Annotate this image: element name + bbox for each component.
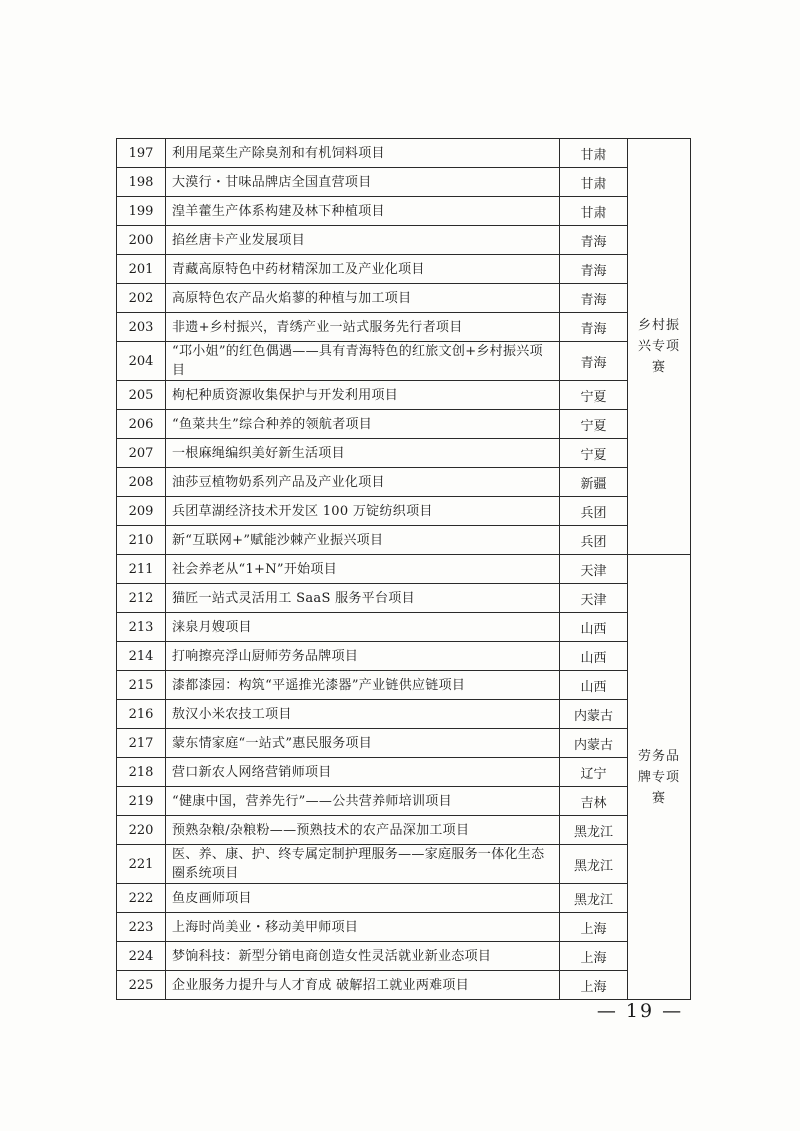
province: 内蒙古 <box>560 729 628 758</box>
table-row <box>117 381 691 410</box>
project-name: 青藏高原特色中药材精深加工及产业化项目 <box>166 255 560 284</box>
project-name: 猫匠一站式灵活用工 SaaS 服务平台项目 <box>166 584 560 613</box>
province: 天津 <box>560 555 628 584</box>
province: 兵团 <box>560 526 628 555</box>
row-number: 201 <box>117 255 166 284</box>
row-number: 225 <box>117 971 166 1000</box>
table-row <box>117 845 691 884</box>
project-name: 大漠行・甘味品牌店全国直营项目 <box>166 168 560 197</box>
province: 上海 <box>560 971 628 1000</box>
project-name: 企业服务力提升与人才育成 破解招工就业两难项目 <box>166 971 560 1000</box>
table-row <box>117 197 691 226</box>
row-number: 217 <box>117 729 166 758</box>
province: 甘肃 <box>560 168 628 197</box>
project-name: 枸杞种质资源收集保护与开发利用项目 <box>166 381 560 410</box>
row-number: 199 <box>117 197 166 226</box>
row-number: 207 <box>117 439 166 468</box>
project-name: 预熟杂粮/杂粮粉——预熟技术的农产品深加工项目 <box>166 816 560 845</box>
project-name: 一根麻绳编织美好新生活项目 <box>166 439 560 468</box>
province: 宁夏 <box>560 381 628 410</box>
project-name: 漆都漆园：构筑“平遥推光漆器”产业链供应链项目 <box>166 671 560 700</box>
project-name: 非遗+乡村振兴，青绣产业一站式服务先行者项目 <box>166 313 560 342</box>
table-row <box>117 555 691 584</box>
row-number: 204 <box>117 342 166 381</box>
province: 青海 <box>560 284 628 313</box>
project-table <box>116 138 691 1000</box>
project-name: “邛小姐”的红色偶遇——具有青海特色的红旅文创+乡村振兴项目 <box>166 342 560 381</box>
table-row <box>117 313 691 342</box>
project-name: 蒙东情家庭“一站式”惠民服务项目 <box>166 729 560 758</box>
row-number: 212 <box>117 584 166 613</box>
province: 内蒙古 <box>560 700 628 729</box>
project-name: 敖汉小米农技工项目 <box>166 700 560 729</box>
province: 青海 <box>560 342 628 381</box>
province: 宁夏 <box>560 439 628 468</box>
table-row <box>117 884 691 913</box>
project-name: 高原特色农产品火焰蓼的种植与加工项目 <box>166 284 560 313</box>
province: 宁夏 <box>560 410 628 439</box>
row-number: 211 <box>117 555 166 584</box>
project-name: 鱼皮画师项目 <box>166 884 560 913</box>
province: 山西 <box>560 613 628 642</box>
project-name: 社会养老从“1+N”开始项目 <box>166 555 560 584</box>
table-row <box>117 497 691 526</box>
table-row <box>117 700 691 729</box>
row-number: 206 <box>117 410 166 439</box>
province: 上海 <box>560 913 628 942</box>
table-row <box>117 942 691 971</box>
category-label: 劳务品牌专项赛 <box>628 555 691 1000</box>
row-number: 219 <box>117 787 166 816</box>
project-name: 上海时尚美业・移动美甲师项目 <box>166 913 560 942</box>
project-name: 掐丝唐卡产业发展项目 <box>166 226 560 255</box>
province: 黑龙江 <box>560 845 628 884</box>
table-row <box>117 971 691 1000</box>
table-row <box>117 526 691 555</box>
table-row <box>117 226 691 255</box>
province: 山西 <box>560 671 628 700</box>
province: 青海 <box>560 255 628 284</box>
project-name: 利用尾菜生产除臭剂和有机饲料项目 <box>166 139 560 168</box>
row-number: 200 <box>117 226 166 255</box>
province: 黑龙江 <box>560 884 628 913</box>
project-name: “健康中国，营养先行”——公共营养师培训项目 <box>166 787 560 816</box>
project-table-body <box>117 139 691 1000</box>
table-row <box>117 787 691 816</box>
table-row <box>117 584 691 613</box>
page-number: — 19 — <box>596 1000 684 1022</box>
province: 兵团 <box>560 497 628 526</box>
table-row <box>117 284 691 313</box>
table-row <box>117 758 691 787</box>
table-row <box>117 139 691 168</box>
project-name: 兵团草湖经济技术开发区 100 万锭纺织项目 <box>166 497 560 526</box>
row-number: 198 <box>117 168 166 197</box>
row-number: 220 <box>117 816 166 845</box>
province: 青海 <box>560 226 628 255</box>
table-row <box>117 729 691 758</box>
project-name: 梦饷科技：新型分销电商创造女性灵活就业新业态项目 <box>166 942 560 971</box>
table-row <box>117 168 691 197</box>
province: 甘肃 <box>560 197 628 226</box>
table-row <box>117 468 691 497</box>
province: 新疆 <box>560 468 628 497</box>
row-number: 209 <box>117 497 166 526</box>
row-number: 222 <box>117 884 166 913</box>
row-number: 205 <box>117 381 166 410</box>
province: 青海 <box>560 313 628 342</box>
row-number: 215 <box>117 671 166 700</box>
project-name: 医、养、康、护、终专属定制护理服务——家庭服务一体化生态圈系统项目 <box>166 845 560 884</box>
row-number: 221 <box>117 845 166 884</box>
table-row <box>117 816 691 845</box>
project-name: 打响擦亮浮山厨师劳务品牌项目 <box>166 642 560 671</box>
province: 甘肃 <box>560 139 628 168</box>
table-row <box>117 255 691 284</box>
table-row <box>117 913 691 942</box>
row-number: 216 <box>117 700 166 729</box>
province: 上海 <box>560 942 628 971</box>
row-number: 210 <box>117 526 166 555</box>
row-number: 214 <box>117 642 166 671</box>
table-row <box>117 642 691 671</box>
row-number: 218 <box>117 758 166 787</box>
row-number: 197 <box>117 139 166 168</box>
project-name: 营口新农人网络营销师项目 <box>166 758 560 787</box>
table-row <box>117 342 691 381</box>
category-label: 乡村振兴专项赛 <box>628 139 691 555</box>
province: 天津 <box>560 584 628 613</box>
province: 辽宁 <box>560 758 628 787</box>
province: 山西 <box>560 642 628 671</box>
row-number: 202 <box>117 284 166 313</box>
table-row <box>117 410 691 439</box>
table-row <box>117 671 691 700</box>
table-row <box>117 439 691 468</box>
project-name: 新“互联网+”赋能沙棘产业振兴项目 <box>166 526 560 555</box>
table-row <box>117 613 691 642</box>
project-name: “鱼菜共生”综合种养的领航者项目 <box>166 410 560 439</box>
row-number: 223 <box>117 913 166 942</box>
project-name: 湟羊藿生产体系构建及林下种植项目 <box>166 197 560 226</box>
row-number: 213 <box>117 613 166 642</box>
project-name: 涞泉月嫂项目 <box>166 613 560 642</box>
province: 黑龙江 <box>560 816 628 845</box>
row-number: 208 <box>117 468 166 497</box>
row-number: 203 <box>117 313 166 342</box>
row-number: 224 <box>117 942 166 971</box>
project-name: 油莎豆植物奶系列产品及产业化项目 <box>166 468 560 497</box>
province: 吉林 <box>560 787 628 816</box>
